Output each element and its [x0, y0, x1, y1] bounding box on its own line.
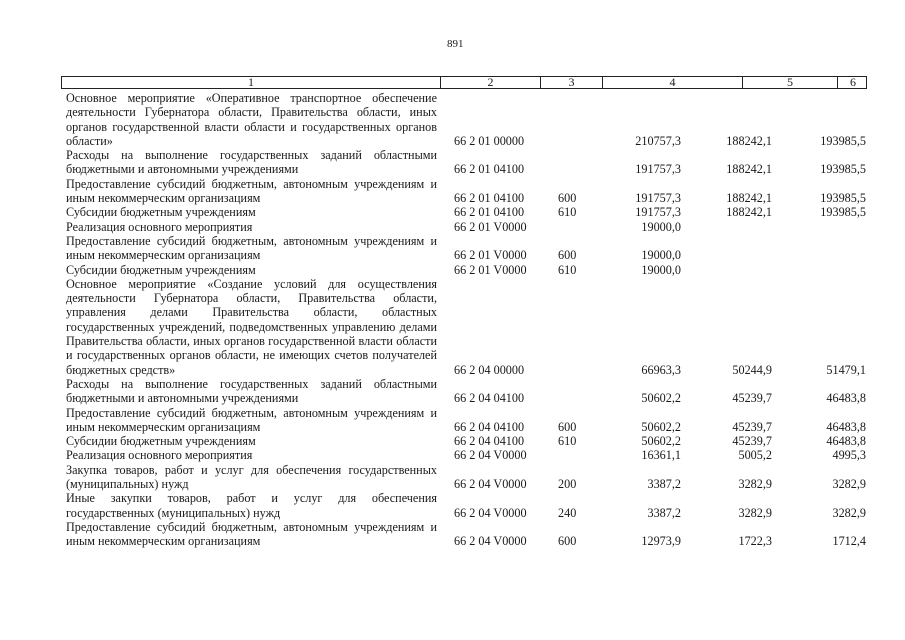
row-type: 600: [558, 248, 577, 263]
table-row: [66, 520, 866, 549]
header-col-5: 5: [742, 77, 837, 88]
row-name: Основное мероприятие «Оперативное транспортное обеспечение деятельности Губернатора области, Правительства области, иных органов государственной власти области и государственных органов области»: [66, 91, 437, 148]
table-row: [66, 448, 866, 462]
table-row: [66, 177, 866, 206]
row-name: Предоставление субсидий бюджетным, автономным учреждениям и иным некоммерческим организациям: [66, 519, 437, 549]
table-row: [66, 434, 866, 448]
row-value-col4: 66963,3: [641, 362, 681, 377]
row-name: Иные закупки товаров, работ и услуг для обеспечения государственных (муниципальных) нужд: [66, 491, 437, 520]
row-name: Расходы на выполнение государственных заданий областными бюджетными и автономными учреждениями: [66, 148, 437, 177]
row-value-col4: 16361,1: [641, 448, 681, 463]
row-type: 610: [558, 205, 577, 220]
row-value-col5: 188242,1: [726, 191, 772, 206]
row-type: 200: [558, 477, 577, 492]
row-code: 66 2 04 04100: [454, 391, 525, 406]
row-value-col4: 191757,3: [635, 205, 681, 220]
table-row: [66, 91, 866, 148]
row-value-col4: 210757,3: [635, 133, 681, 148]
row-value-col6: 3282,9: [832, 477, 866, 492]
row-type: 600: [558, 534, 577, 549]
row-name: Субсидии бюджетным учреждениям: [66, 262, 256, 277]
row-code: 66 2 01 00000: [454, 133, 525, 148]
row-value-col4: 50602,2: [641, 419, 681, 434]
row-code: 66 2 01 04100: [454, 191, 525, 206]
row-value-col5: 5005,2: [738, 448, 772, 463]
row-value-col4: 3387,2: [647, 477, 681, 492]
row-code: 66 2 04 04100: [454, 419, 525, 434]
row-value-col5: 188242,1: [726, 205, 772, 220]
row-name: Расходы на выполнение государственных заданий областными бюджетными и автономными учреждениями: [66, 376, 437, 406]
row-name: Субсидии бюджетным учреждениям: [66, 434, 256, 449]
row-value-col4: 12973,9: [641, 534, 681, 549]
row-code: 66 2 04 V0000: [454, 505, 527, 520]
row-value-col4: 50602,2: [641, 391, 681, 406]
row-name: Основное мероприятие «Создание условий для осуществления деятельности Губернатора области, Правительства области, управления делами Правительства области, областных государственных учреждений, подведомственных управлению делами Правительства области, иных органов государственной власти области и государственных органов области, не имеющих счетов получателей бюджетных средств»: [66, 276, 437, 377]
row-value-col6: 46483,8: [826, 419, 866, 434]
header-col-1: 1: [248, 75, 254, 89]
row-value-col6: 3282,9: [832, 505, 866, 520]
row-value-col5: 50244,9: [732, 362, 772, 377]
row-code: 66 2 01 V0000: [454, 219, 527, 234]
row-value-col4: 19000,0: [641, 248, 681, 263]
row-value-col6: 4995,3: [832, 448, 866, 463]
row-name: Предоставление субсидий бюджетным, автономным учреждениям и иным некоммерческим организациям: [66, 176, 437, 206]
row-name: Субсидии бюджетным учреждениям: [66, 205, 256, 220]
row-type: 610: [558, 262, 577, 277]
row-code: 66 2 01 04100: [454, 205, 525, 220]
row-name: Предоставление субсидий бюджетным, автономным учреждениям и иным некоммерческим организациям: [66, 405, 437, 434]
row-name: Закупка товаров, работ и услуг для обеспечения государственных (муниципальных) нужд: [66, 462, 437, 492]
row-value-col6: 51479,1: [826, 362, 866, 377]
row-code: 66 2 04 00000: [454, 362, 525, 377]
header-col-6: 6: [837, 77, 868, 88]
row-value-col6: 193985,5: [820, 162, 866, 177]
row-type: 600: [558, 419, 577, 434]
table-row: [66, 406, 866, 435]
row-value-col6: 46483,8: [826, 391, 866, 406]
table-row: [66, 234, 866, 263]
header-col-3: 3: [540, 77, 602, 88]
row-value-col6: 193985,5: [820, 191, 866, 206]
row-value-col6: 46483,8: [826, 434, 866, 449]
row-value-col5: 45239,7: [732, 434, 772, 449]
row-code: 66 2 04 V0000: [454, 448, 527, 463]
row-value-col4: 191757,3: [635, 191, 681, 206]
table-row: [66, 220, 866, 234]
table-body: [66, 91, 866, 549]
table-row: [66, 377, 866, 406]
page-number: 891: [447, 38, 464, 50]
table-row: [66, 491, 866, 520]
row-type: 610: [558, 434, 577, 449]
row-code: 66 2 01 V0000: [454, 248, 527, 263]
row-value-col6: 1712,4: [832, 534, 866, 549]
row-value-col5: 3282,9: [738, 505, 772, 520]
row-code: 66 2 01 V0000: [454, 262, 527, 277]
row-type: 600: [558, 191, 577, 206]
row-code: 66 2 04 V0000: [454, 477, 527, 492]
header-col-4: 4: [602, 77, 742, 88]
table-row: [66, 148, 866, 177]
row-value-col4: 19000,0: [641, 262, 681, 277]
table-row: [66, 463, 866, 492]
row-code: 66 2 04 V0000: [454, 534, 527, 549]
row-value-col4: 19000,0: [641, 219, 681, 234]
row-name: Реализация основного мероприятия: [66, 448, 253, 463]
row-name: Реализация основного мероприятия: [66, 219, 253, 234]
row-type: 240: [558, 505, 577, 520]
table-row: [66, 205, 866, 219]
row-value-col4: 191757,3: [635, 162, 681, 177]
row-value-col5: 188242,1: [726, 162, 772, 177]
row-value-col5: 45239,7: [732, 391, 772, 406]
table-row: [66, 277, 866, 377]
row-name: Предоставление субсидий бюджетным, автономным учреждениям и иным некоммерческим организациям: [66, 233, 437, 263]
row-value-col6: 193985,5: [820, 205, 866, 220]
row-value-col4: 50602,2: [641, 434, 681, 449]
row-value-col6: 193985,5: [820, 133, 866, 148]
row-value-col5: 45239,7: [732, 419, 772, 434]
table-header: [61, 76, 867, 89]
row-value-col5: 188242,1: [726, 133, 772, 148]
row-value-col5: 1722,3: [738, 534, 772, 549]
row-value-col4: 3387,2: [647, 505, 681, 520]
table-row: [66, 263, 866, 277]
row-code: 66 2 04 04100: [454, 434, 525, 449]
row-code: 66 2 01 04100: [454, 162, 525, 177]
row-value-col5: 3282,9: [738, 477, 772, 492]
header-col-2: 2: [440, 77, 540, 88]
